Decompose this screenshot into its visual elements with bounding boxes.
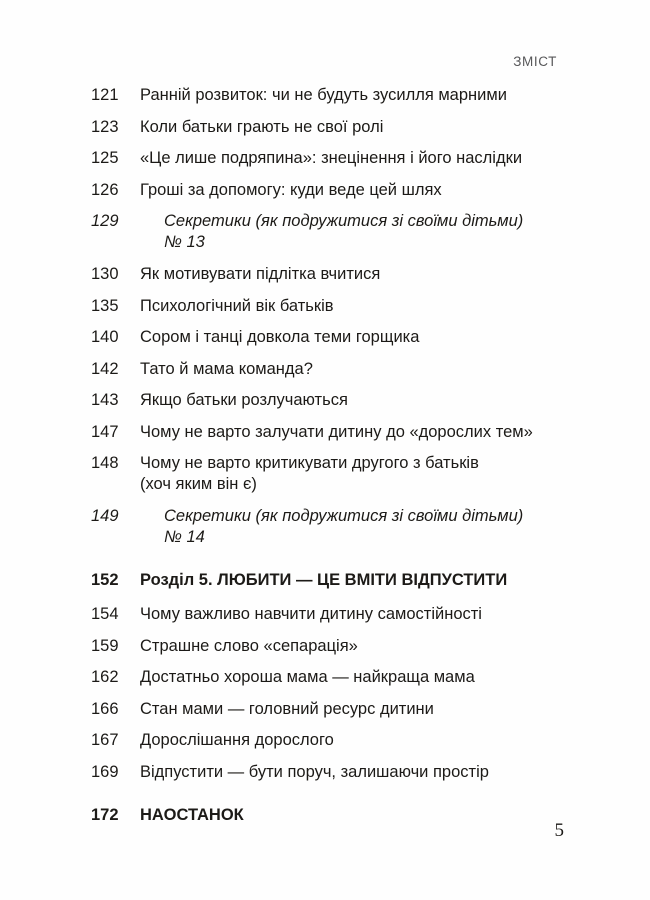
toc-entry-title-line: Чому важливо навчити дитину самостійності <box>140 605 482 623</box>
toc-entry-title[interactable] <box>140 762 561 783</box>
toc-entry-page-number: 166 <box>91 699 119 718</box>
toc-entry-title[interactable] <box>140 422 561 443</box>
toc-entry-title[interactable] <box>140 636 561 657</box>
toc-entry-page-number: 125 <box>91 149 119 167</box>
toc-entry-title-line: Психологічний вік батьків <box>140 296 334 315</box>
toc-entry-title[interactable] <box>140 117 561 138</box>
toc-entry-title-line: Коли батьки грають не свої ролі <box>140 117 384 136</box>
toc-entry-page-number: 130 <box>91 265 119 283</box>
toc-entry-title-line: Страшне слово «сепарація» <box>140 636 358 655</box>
toc-entry-title-line: Розділ 5. ЛЮБИТИ — ЦЕ ВМІТИ ВІДПУСТИТИ <box>140 571 508 589</box>
toc-entry-title[interactable] <box>140 327 561 348</box>
toc-entry-title[interactable] <box>140 296 561 317</box>
toc-entry-page-number: 154 <box>91 605 119 623</box>
toc-entry[interactable] <box>91 296 561 317</box>
toc-entry-page-number: 121 <box>91 86 119 104</box>
toc-entry-page-number: 159 <box>91 636 119 655</box>
toc-entry[interactable] <box>91 85 561 106</box>
toc-entry-title[interactable] <box>140 390 561 411</box>
toc-entry-title-line: № 13 <box>164 233 205 251</box>
toc-entry-title-line: Відпустити — бути поруч, залишаючи простір <box>140 762 489 781</box>
toc-entry-page-number: 172 <box>91 805 119 824</box>
toc-entry-page-number: 169 <box>91 762 119 781</box>
toc-entry-title-line: Секретики (як подружитися зі своїми дітьми) <box>164 507 524 525</box>
toc-entry-title-line: НАОСТАНОК <box>140 805 244 824</box>
toc-entry-title[interactable] <box>140 730 561 751</box>
toc-entry-title-line: Чому не варто залучати дитину до «дорослих тем» <box>140 422 533 441</box>
toc-entry[interactable] <box>91 570 561 591</box>
toc-entry-title[interactable] <box>140 667 561 688</box>
toc-entry-title-line: Чому не варто критикувати другого з батьків <box>140 454 479 472</box>
toc-entry[interactable] <box>91 604 561 625</box>
toc-entry-title[interactable] <box>140 453 561 495</box>
toc-entry-title[interactable] <box>140 604 561 625</box>
toc-entry[interactable] <box>91 148 561 169</box>
toc-entry-page-number: 149 <box>91 507 119 525</box>
toc-entry-page-number: 135 <box>91 296 119 315</box>
toc-entry[interactable] <box>91 762 561 783</box>
page-number: 5 <box>554 820 564 841</box>
toc-entry-title-line: Якщо батьки розлучаються <box>140 391 348 409</box>
toc-entry[interactable] <box>91 211 561 253</box>
toc-entry[interactable] <box>91 117 561 138</box>
toc-entry-page-number: 142 <box>91 359 119 378</box>
toc-entry-page-number: 147 <box>91 422 119 441</box>
toc-entry-title-line: Стан мами — головний ресурс дитини <box>140 699 434 718</box>
toc-entry-title[interactable] <box>140 85 561 106</box>
toc-entry-title[interactable] <box>140 264 561 285</box>
toc-entry[interactable] <box>91 264 561 285</box>
toc-entry-page-number: 152 <box>91 571 119 589</box>
toc-entry-title-line: Дорослішання дорослого <box>140 731 334 749</box>
toc-entry-title[interactable] <box>140 699 561 720</box>
toc-entry-title[interactable] <box>140 211 561 253</box>
toc-entry[interactable] <box>91 636 561 657</box>
toc-entry[interactable] <box>91 422 561 443</box>
toc-entry-title[interactable] <box>140 148 561 169</box>
toc-entry-title-line: Сором і танці довкола теми горщика <box>140 328 420 346</box>
toc-entry[interactable] <box>91 730 561 751</box>
toc-entry-page-number: 126 <box>91 180 119 199</box>
toc-entry-title[interactable] <box>140 570 561 591</box>
toc-entry[interactable] <box>91 506 561 548</box>
toc-entry-page-number: 140 <box>91 328 119 346</box>
toc-entry-page-number: 148 <box>91 454 119 472</box>
toc-entry-title-line: Секретики (як подружитися зі своїми дітьми) <box>164 212 524 230</box>
toc-entry[interactable] <box>91 359 561 380</box>
toc-entry-page-number: 162 <box>91 668 119 686</box>
toc-entry[interactable] <box>91 327 561 348</box>
toc-entry-title-line: «Це лише подряпина»: знецінення і його наслідки <box>140 149 523 167</box>
toc-entry-title-line: № 14 <box>164 528 205 546</box>
toc-entry-page-number: 167 <box>91 731 119 749</box>
toc-entry-title-line: (хоч яким він є) <box>140 475 257 493</box>
toc-entry-title[interactable] <box>140 180 561 201</box>
toc-entry-page-number: 123 <box>91 117 119 136</box>
toc-entry[interactable] <box>91 699 561 720</box>
toc-entry[interactable] <box>91 453 561 495</box>
running-header: ЗМІСТ <box>513 54 557 69</box>
toc-entry[interactable] <box>91 667 561 688</box>
table-of-contents <box>91 85 561 839</box>
toc-entry-title-line: Достатньо хороша мама — найкраща мама <box>140 668 475 686</box>
toc-entry[interactable] <box>91 805 561 826</box>
toc-entry-title-line: Тато й мама команда? <box>140 359 313 378</box>
toc-entry-title-line: Як мотивувати підлітка вчитися <box>140 265 381 283</box>
toc-entry[interactable] <box>91 390 561 411</box>
toc-entry-title[interactable] <box>140 359 561 380</box>
toc-entry-page-number: 129 <box>91 212 119 230</box>
toc-entry-title[interactable] <box>140 506 561 548</box>
toc-entry-title-line: Ранній розвиток: чи не будуть зусилля марними <box>140 86 507 104</box>
toc-entry[interactable] <box>91 180 561 201</box>
toc-entry-title-line: Гроші за допомогу: куди веде цей шлях <box>140 180 442 199</box>
toc-entry-title[interactable] <box>140 805 561 826</box>
toc-entry-page-number: 143 <box>91 391 119 409</box>
